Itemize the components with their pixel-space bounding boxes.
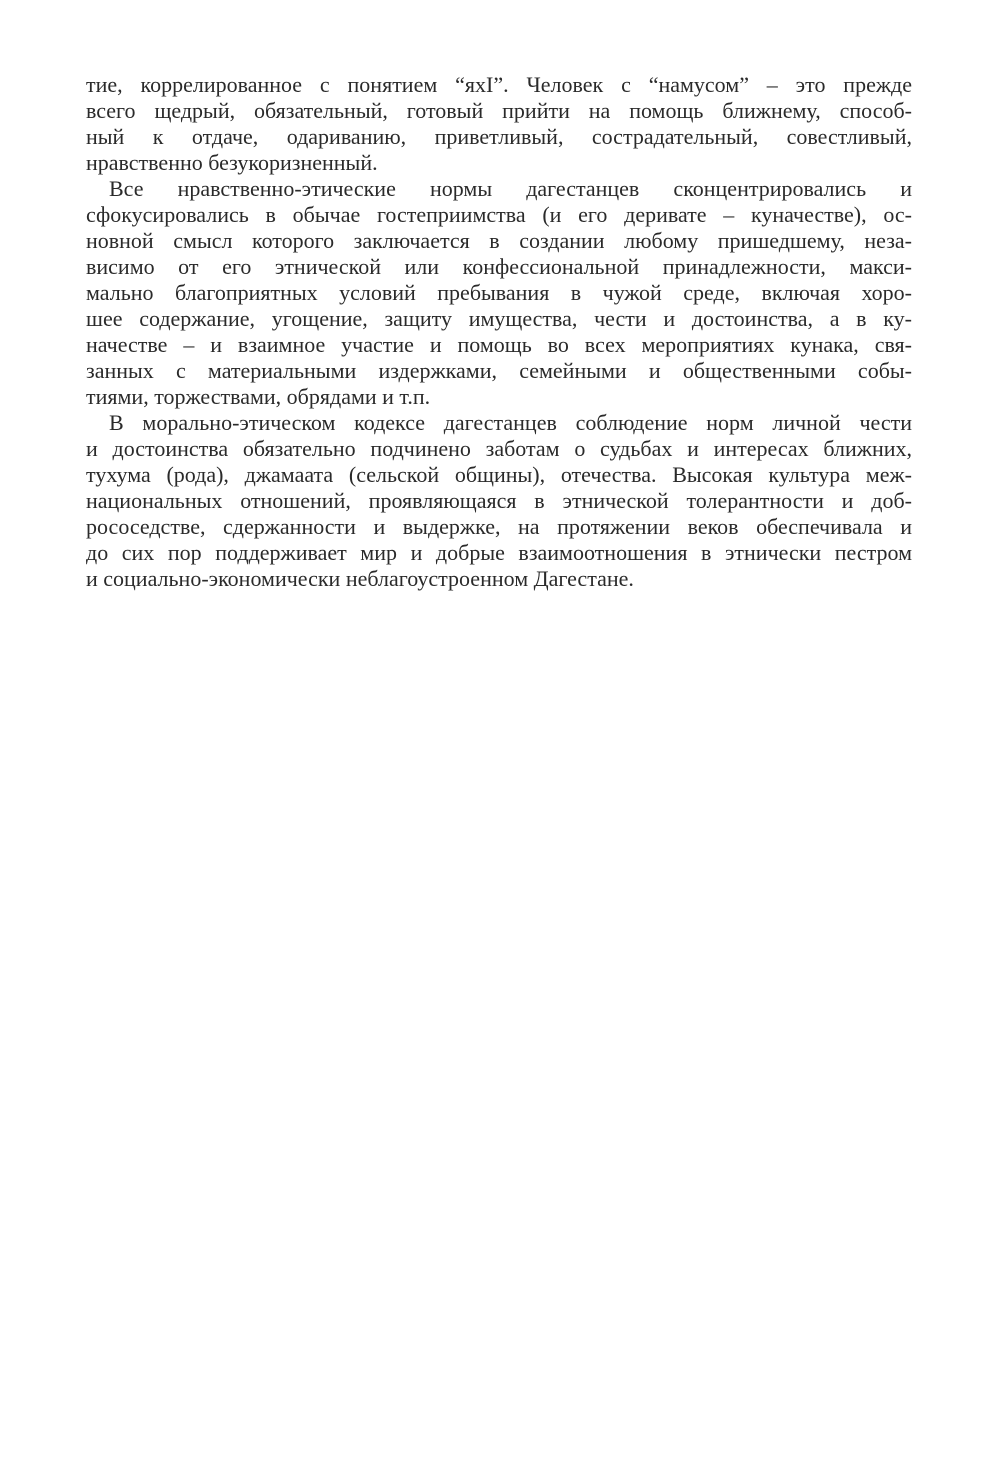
text-line: тиями, торжествами, обрядами и т.п.: [86, 384, 431, 409]
text-line: и социально-экономически неблагоустроенном Дагестане.: [86, 566, 634, 591]
text-line: начестве – и взаимное участие и помощь во всех мероприятиях кунака, свя-: [86, 332, 912, 357]
text-line: Все нравственно-этические нормы дагестанцев сконцентрировались и: [109, 176, 912, 201]
paragraph-1: [86, 72, 912, 176]
text-line: шее содержание, угощение, защиту имущества, чести и достоинства, а в ку-: [86, 306, 912, 331]
text-line: сфокусировались в обычае гостеприимства (и его деривате – куначестве), ос-: [86, 202, 912, 227]
text-line: нравственно безукоризненный.: [86, 150, 378, 175]
text-line: В морально-этическом кодексе дагестанцев соблюдение норм личной чести: [109, 410, 912, 435]
text-line: до сих пор поддерживает мир и добрые взаимоотношения в этнически пестром: [86, 540, 912, 565]
paragraph-3: [86, 410, 912, 592]
text-line: ный к отдаче, одариванию, приветливый, сострадательный, совестливый,: [86, 124, 912, 149]
text-line: национальных отношений, проявляющаяся в этнической толерантности и доб-: [86, 488, 912, 513]
text-line: мально благоприятных условий пребывания в чужой среде, включая хоро-: [86, 280, 912, 305]
body-text: [86, 72, 912, 592]
text-line: тухума (рода), джамаата (сельской общины), отечества. Высокая культура меж-: [86, 462, 912, 487]
text-line: тие, коррелированное с понятием “яхI”. Человек с “намусом” – это прежде: [86, 72, 912, 97]
text-line: висимо от его этнической или конфессиональной принадлежности, макси-: [86, 254, 912, 279]
text-line: и достоинства обязательно подчинено заботам о судьбах и интересах ближних,: [86, 436, 912, 461]
paragraph-2: [86, 176, 912, 410]
text-line: занных с материальными издержками, семейными и общественными собы-: [86, 358, 912, 383]
text-line: рососедстве, сдержанности и выдержке, на протяжении веков обеспечивала и: [86, 514, 912, 539]
text-line: новной смысл которого заключается в создании любому пришедшему, неза-: [86, 228, 912, 253]
text-line: всего щедрый, обязательный, готовый прийти на помощь ближнему, способ-: [86, 98, 912, 123]
